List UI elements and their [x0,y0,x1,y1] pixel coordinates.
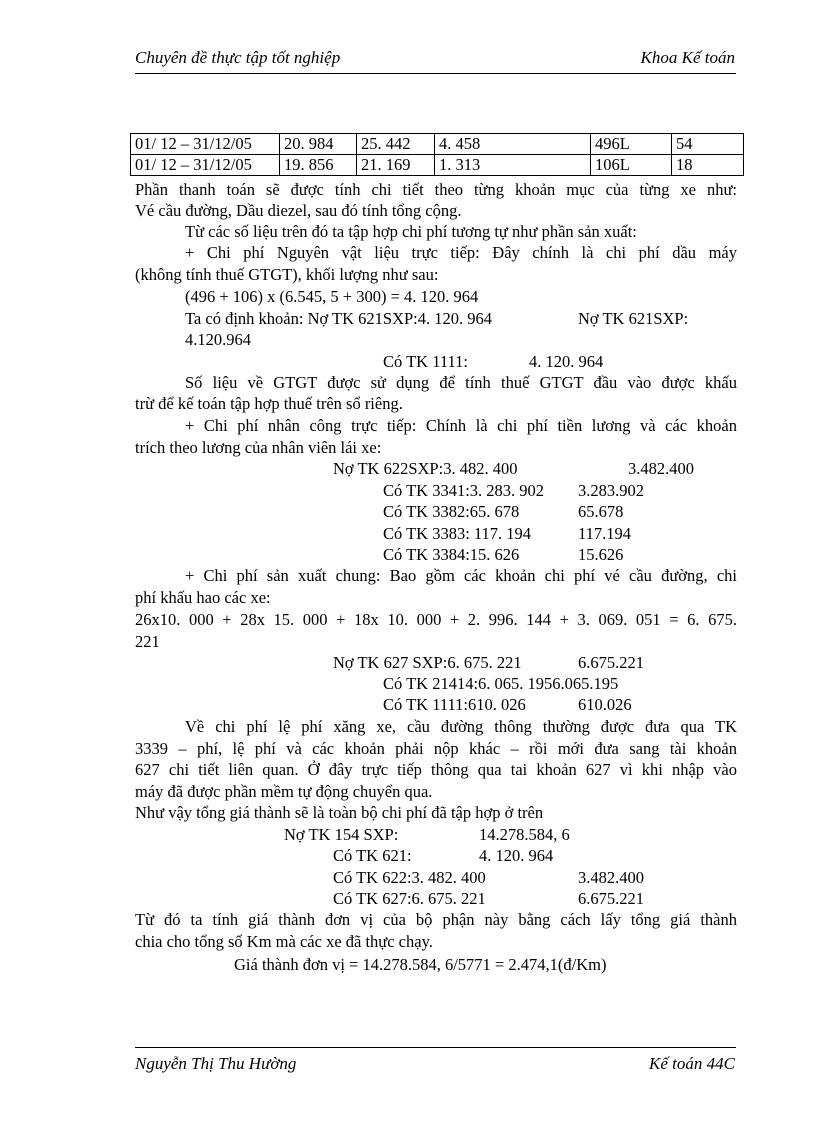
entry-line: Có TK 3341:3. 283. 902 [383,481,545,500]
entry-line: Có TK 1111: [383,352,468,371]
table-cell: 4. 458 [435,134,591,155]
footer-author: Nguyễn Thị Thu Hường [135,1054,297,1073]
paragraph-line: + Chi phí nhân công trực tiếp: Chính là chi phí tiền lương và các khoản [185,416,737,435]
paragraph-line: 3339 – phí, lệ phí và các khoản phải nộp khác – rồi mới đưa sang tài khoản [135,739,737,758]
entry-line: Có TK 621: [333,846,412,865]
paragraph-line: Như vậy tổng giá thành sẽ là toàn bộ chi phí đã tập hợp ở trên [135,803,544,822]
paragraph-line: Từ đó ta tính giá thành đơn vị của bộ phận này bằng cách lấy tổng giá thành [135,910,737,929]
entry-line: 14.278.584, 6 [479,825,570,844]
table-row [131,155,744,176]
entry-line: 4. 120. 964 [479,846,554,865]
footer-class: Kế toán 44C [649,1054,735,1073]
entry-line: Có TK 21414:6. 065. 1956.065.195 [383,674,619,693]
entry-line: 15.626 [578,545,624,564]
entry-line: Nợ TK 621SXP: [578,309,689,328]
entry-line: 6.675.221 [578,889,644,908]
paragraph-line: (không tính thuế GTGT), khối lượng như sau: [135,265,439,284]
paragraph-line: Phần thanh toán sẽ được tính chi tiết theo từng khoản mục của từng xe như: [135,180,737,199]
entry-line: 4.120.964 [185,330,251,349]
entry-line: Nợ TK 154 SXP: [284,825,399,844]
paragraph-line: trích theo lương của nhân viên lái xe: [135,438,382,457]
paragraph-line: Số liệu về GTGT được sử dụng để tính thuế GTGT đầu vào được khấu [185,373,737,392]
header-rule [135,73,736,74]
entry-line: 65.678 [578,502,624,521]
table-cell: 19. 856 [280,155,357,176]
table-row [131,134,744,155]
entry-line: 4. 120. 964 [529,352,604,371]
table-cell: 106L [591,155,672,176]
entry-line: 6.675.221 [578,653,644,672]
entry-line: Có TK 3384:15. 626 [383,545,520,564]
paragraph-line: trừ để kế toán tập hợp thuế trên sổ riêng. [135,394,403,413]
entry-line: 3.482.400 [578,868,644,887]
table-cell: 21. 169 [357,155,435,176]
paragraph-line: Vé cầu đường, Dầu diezel, sau đó tính tổng cộng. [135,201,462,220]
formula-line: (496 + 106) x (6.545, 5 + 300) = 4. 120. 964 [185,287,479,306]
table-cell: 496L [591,134,672,155]
table-cell: 54 [672,134,744,155]
entry-line: Ta có định khoản: Nợ TK 621SXP:4. 120. 964 [185,309,493,328]
entry-line: Có TK 627:6. 675. 221 [333,889,486,908]
entry-line: 3.283.902 [578,481,644,500]
entry-line: Có TK 622:3. 482. 400 [333,868,486,887]
entry-line: Có TK 1111:610. 026 [383,695,526,714]
table-cell: 01/ 12 – 31/12/05 [131,134,280,155]
formula-line: 26x10. 000 + 28x 15. 000 + 18x 10. 000 + 2. 996. 144 + 3. 069. 051 = 6. 675. [135,610,737,629]
table-cell: 20. 984 [280,134,357,155]
paragraph-line: + Chi phí Nguyên vật liệu trực tiếp: Đây chính là chi phí dầu máy [185,243,737,262]
entry-line: Nợ TK 627 SXP:6. 675. 221 [333,653,522,672]
formula-line: 221 [135,632,160,651]
header-department: Khoa Kế toán [640,48,735,67]
formula-line: Giá thành đơn vị = 14.278.584, 6/5771 = 2.474,1(đ/Km) [234,955,607,974]
paragraph-line: Từ các số liệu trên đó ta tập hợp chi phí tương tự như phần sản xuất: [185,222,637,241]
paragraph-line: 627 chi tiết liên quan. Ở đây trực tiếp thông qua tai khoản 627 vì khi nhập vào [135,760,737,779]
data-table [130,133,744,176]
paragraph-line: phí khấu hao các xe: [135,588,271,607]
entry-line: Có TK 3383: 117. 194 [383,524,532,543]
header-title: Chuyên đề thực tập tốt nghiệp [135,48,341,67]
paragraph-line: chia cho tổng số Km mà các xe đã thực chạy. [135,932,433,951]
table-cell: 18 [672,155,744,176]
paragraph-line: + Chi phí sản xuất chung: Bao gồm các khoản chi phí vé cầu đường, chi [185,566,737,585]
paragraph-line: Về chi phí lệ phí xăng xe, cầu đường thông thường được đưa qua TK [185,717,737,736]
entry-line: 3.482.400 [628,459,694,478]
footer-rule [135,1047,736,1048]
table-cell: 25. 442 [357,134,435,155]
entry-line: 117.194 [578,524,632,543]
paragraph-line: máy đã được phần mềm tự động chuyển qua. [135,782,433,801]
table-cell: 01/ 12 – 31/12/05 [131,155,280,176]
entry-line: 610.026 [578,695,632,714]
table-cell: 1. 313 [435,155,591,176]
entry-line: Nợ TK 622SXP:3. 482. 400 [333,459,518,478]
entry-line: Có TK 3382:65. 678 [383,502,520,521]
